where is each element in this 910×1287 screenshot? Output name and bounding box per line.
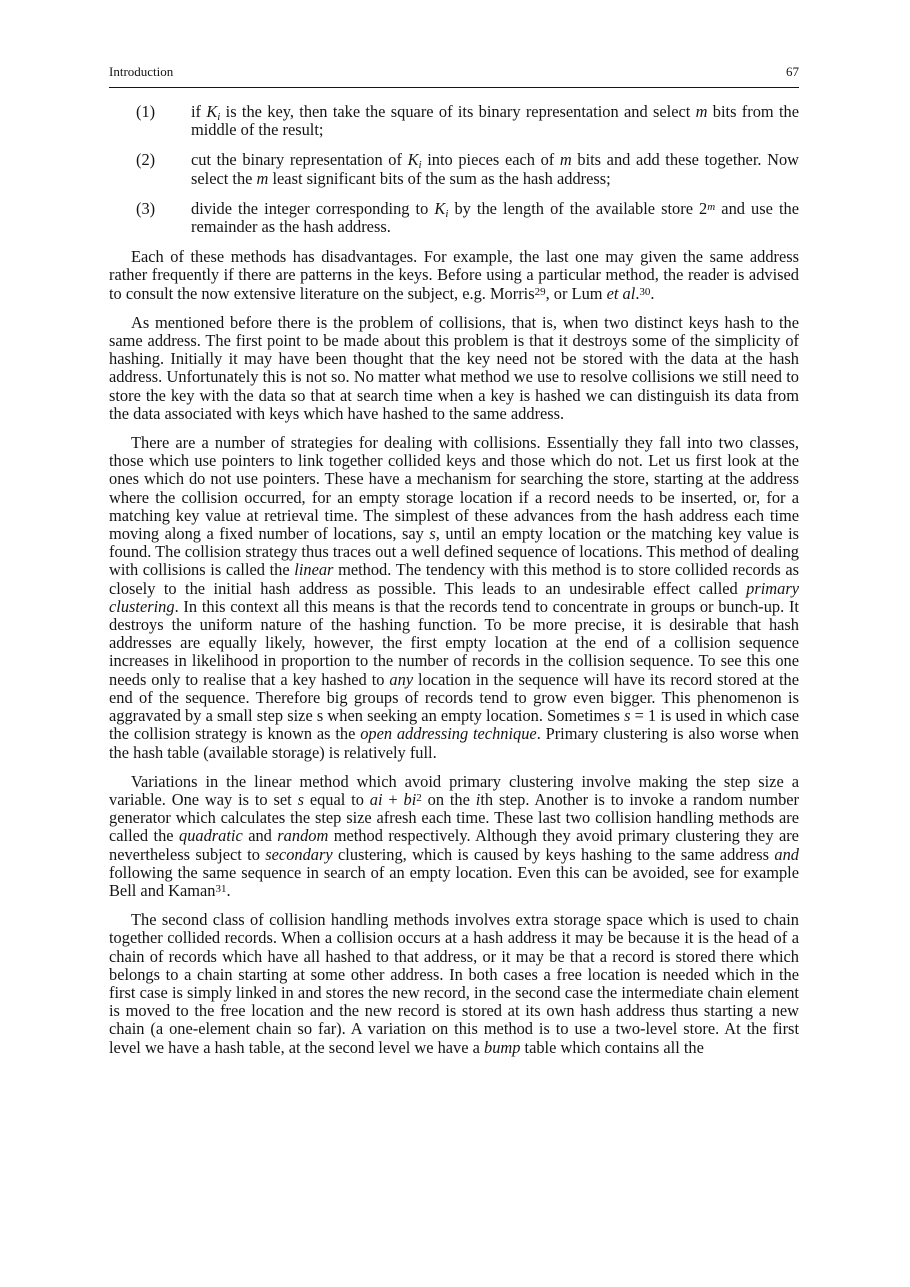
list-item-number: (2) bbox=[136, 150, 156, 170]
paragraph-chaining: The second class of collision handling methods involves extra storage space which is used to chain together collided records. When a collision occurs at a hash address it may be because it is the head of a chain of records which have all hashed to that address, or it may be that a record is stored there which belongs to a chain starting at some other address. In both cases a free location is needed which in the first case is simply linked in and stores the new record, in the second case the intermediate chain element is moved to the free location and the new record is stored at its own hash address thus starting a new chain (a one-element chain so far). A variation on this method is to use a two-level store. At the first level we have a hash table, at the second level we have a bump table which contains all the bbox=[109, 910, 799, 1057]
list-item bbox=[109, 103, 799, 139]
method-list bbox=[109, 103, 799, 236]
running-header bbox=[109, 64, 799, 88]
list-item bbox=[109, 200, 799, 236]
paragraph-strategies: There are a number of strategies for dealing with collisions. Essentially they fall into two classes, those which use pointers to link together collided keys and those which do not. Let us first look at the ones which do not use pointers. These have a mechanism for searching the store, starting at the address where the collision occurred, for an empty storage location if a record needs to be inserted, or, for a matching key value at retrieval time. The simplest of these advances from the hash address each time moving along a fixed number of locations, say s, until an empty location or the matching key value is found. The collision strategy thus traces out a well defined sequence of locations. This method of dealing with collisions is called the linear method. The tendency with this method is to store collided records as closely to the initial hash address as possible. This leads to an undesirable effect called primary clustering. In this context all this means is that the records tend to concentrate in groups or bunch-up. It destroys the uniform nature of the hashing function. To be more precise, it is desirable that hash addresses are equally likely, however, the first empty location at the end of a collision sequence increases in likelihood in proportion to the number of records in the collision sequence. To see this one needs only to realise that a key hashed to any location in the sequence will have its record stored at the end of the sequence. Therefore big groups of records tend to grow even bigger. This phenomenon is aggravated by a small step size s when seeking an empty location. Sometimes s = 1 is used in which case the collision strategy is known as the open addressing technique. Primary clustering is also worse when the hash table (available storage) is relatively full. bbox=[109, 433, 800, 762]
list-item-text: if $K_i$ is the key, then take the square of its binary representation and select m bits from the middle of the result; bbox=[191, 102, 799, 140]
document-page bbox=[109, 64, 799, 1068]
list-item-text: cut the binary representation of $K_i$ into pieces each of m bits and add these together. Now select the m least significant bits of the sum as the hash address; bbox=[191, 150, 799, 188]
paragraph-collisions: As mentioned before there is the problem of collisions, that is, when two distinct keys hash to the same address. The first point to be made about this problem is that it destroys some of the simplicity of hashing. Initially it may have been thought that the key need not be stored with the data at the hash address. Unfortunately this is not so. No matter what method we use to resolve collisions we still need to store the key with the data so that at search time when a key is hashed we can distinguish its data from the data associated with keys which have hashed to the same address. bbox=[109, 312, 799, 423]
list-item-number: (3) bbox=[136, 198, 156, 218]
list-item-number: (1) bbox=[136, 102, 156, 121]
page-number: 67 bbox=[786, 64, 799, 79]
list-item-text: divide the integer corresponding to $K_i$ by the length of the available store 2$^m$ and use the remainder as the hash address. bbox=[191, 198, 799, 237]
paragraph-variations: Variations in the linear method which avoid primary clustering involve making the step size a variable. One way is to set s equal to ai + $bi^2$ on the ith step. Another is to invoke a random number generator which calculates the step size afresh each time. These last two collision handling methods are called the quadratic and random method respectively. Although they avoid primary clustering they are nevertheless subject to secondary clustering, which is caused by keys hashing to the same address and following the same sequence in search of an empty location. Even this can be avoided, see for example Bell and Kaman$^{31}$. bbox=[109, 771, 799, 900]
paragraph-disadvantages: Each of these methods has disadvantages. For example, the last one may given the same address rather frequently if there are patterns in the keys. Before using a particular method, the reader is advised to consult the now extensive literature on the subject, e.g. Morris$^{29}$, or Lum et al.$^{30}$. bbox=[109, 247, 799, 303]
list-item bbox=[109, 151, 799, 187]
citation: 31 bbox=[215, 882, 227, 895]
citation: 29 bbox=[534, 285, 546, 298]
citation: 30 bbox=[639, 285, 651, 298]
chapter-title: Introduction bbox=[109, 64, 174, 79]
